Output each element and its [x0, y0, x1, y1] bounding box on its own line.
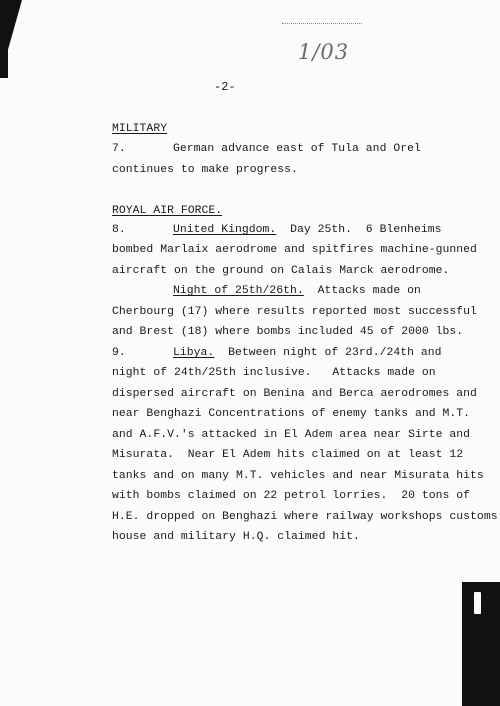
- handwritten-folio: 1/03: [298, 40, 350, 64]
- paragraph-line: tanks and on many M.T. vehicles and near Misurata hits: [112, 470, 484, 482]
- subheading-libya: Libya.: [173, 347, 215, 359]
- scan-paper-notch: [474, 592, 481, 614]
- paragraph-line: [173, 285, 421, 297]
- paragraph-line: house and military H.Q. claimed hit.: [112, 531, 360, 543]
- paragraph-line: [112, 143, 421, 155]
- paragraph-line: [112, 224, 442, 236]
- paragraph-number: 7.: [112, 143, 126, 155]
- line-text: Between night of 23rd./24th and: [214, 347, 442, 359]
- paragraph-line: with bombs claimed on 22 petrol lorries. 20 tons of: [112, 490, 471, 502]
- paragraph-line: Cherbourg (17) where results reported most successful: [112, 306, 477, 318]
- scan-edge-shadow-right: [462, 582, 500, 706]
- paragraph-line: and A.F.V.'s attacked in El Adem area near Sirte and: [112, 429, 471, 441]
- paragraph-number: 8.: [112, 224, 126, 236]
- line-text: Attacks made on: [303, 285, 421, 297]
- paragraph-line: continues to make progress.: [112, 164, 298, 176]
- section-heading-raf: ROYAL AIR FORCE.: [112, 205, 223, 217]
- subheading-united-kingdom: United Kingdom.: [173, 224, 277, 236]
- top-dotted-rule: [282, 23, 362, 24]
- paragraph-number: 9.: [112, 347, 126, 359]
- paragraph-line: [112, 347, 442, 359]
- page-number: -2-: [214, 80, 236, 94]
- section-heading-military: MILITARY: [112, 123, 168, 135]
- paragraph-line: night of 24th/25th inclusive. Attacks made on: [112, 367, 436, 379]
- paragraph-line: H.E. dropped on Benghazi where railway workshops customs: [112, 511, 498, 523]
- scan-corner-shadow: [0, 0, 22, 78]
- line-text: German advance east of Tula and Orel: [173, 143, 421, 155]
- line-text: Day 25th. 6 Blenheims: [276, 224, 442, 236]
- paragraph-line: Misurata. Near El Adem hits claimed on at least 12: [112, 449, 464, 461]
- subheading-night: Night of 25th/26th.: [173, 285, 304, 297]
- paragraph-line: aircraft on the ground on Calais Marck aerodrome.: [112, 265, 450, 277]
- paragraph-line: dispersed aircraft on Benina and Berca aerodromes and: [112, 388, 477, 400]
- paragraph-line: near Benghazi Concentrations of enemy tanks and M.T.: [112, 408, 471, 420]
- paragraph-line: and Brest (18) where bombs included 45 of 2000 lbs.: [112, 326, 464, 338]
- paragraph-line: bombed Marlaix aerodrome and spitfires machine-gunned: [112, 244, 477, 256]
